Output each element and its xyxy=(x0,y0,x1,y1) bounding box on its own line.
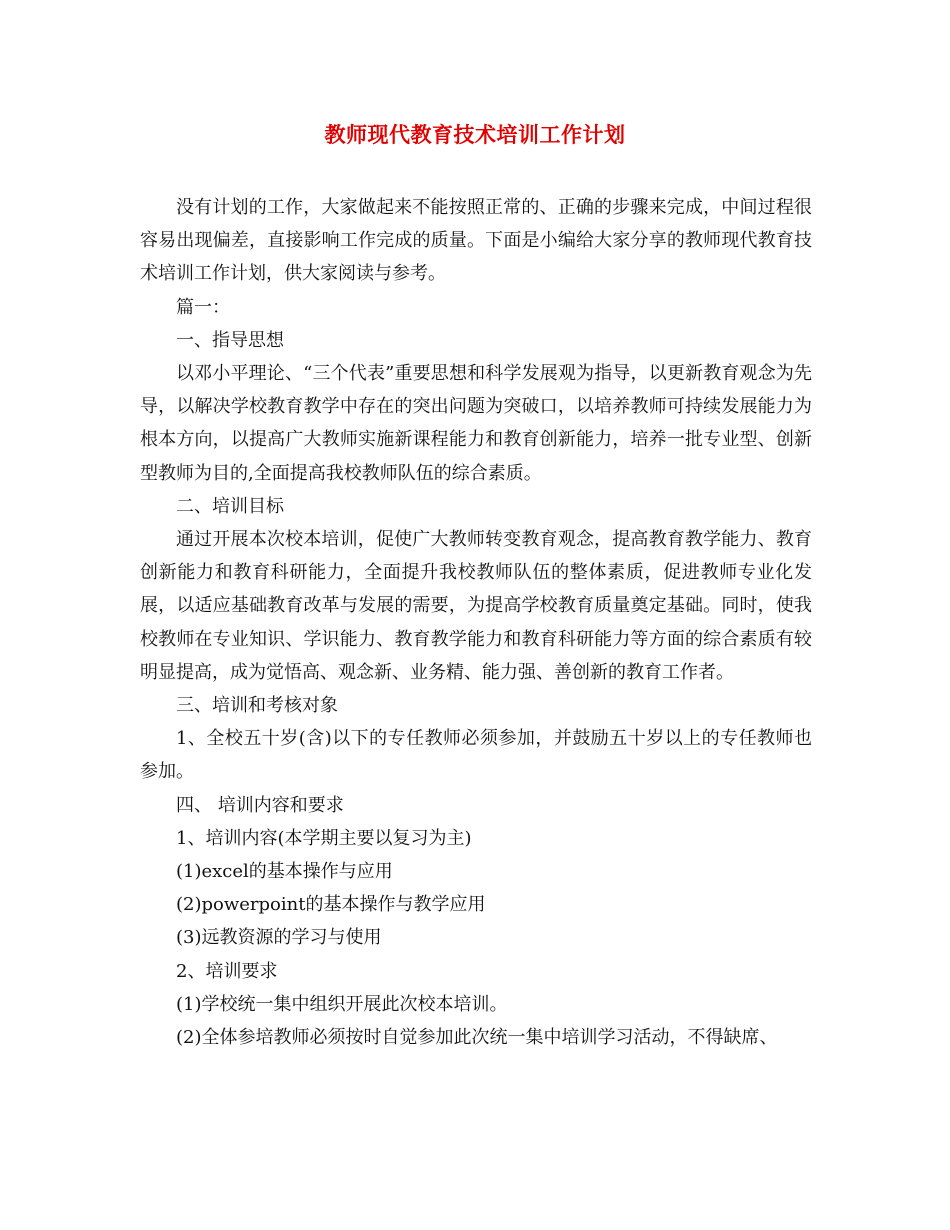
list-item: (2)全体参培教师必须按时自觉参加此次统一集中培训学习活动，不得缺席、 xyxy=(176,1027,778,1049)
list-item: (1)学校统一集中组织开展此次校本培训。 xyxy=(176,993,508,1015)
document-body xyxy=(140,191,812,1054)
list-item: (2)powerpoint的基本操作与教学应用 xyxy=(176,894,486,916)
list-item: (3)远教资源的学习与使用 xyxy=(176,927,382,949)
part-label: 篇一： xyxy=(176,296,230,318)
list-item: (1)excel的基本操作与应用 xyxy=(176,861,393,883)
section-heading-content-requirements: 四、 培训内容和要求 xyxy=(176,794,344,816)
section-heading-training-goals: 二、培训目标 xyxy=(176,495,284,517)
training-goals-paragraph: 通过开展本次校本培训，促使广大教师转变教育观念，提高教育教学能力、教育创新能力和教育科研能力，全面提升我校教师队伍的整体素质，促进教师专业化发展，以适应基础教育改革与发展的需要，为提高学校教育质量奠定基础。同时，使我校教师在专业知识、学识能力、教育教学能力和教育科研能力等方面的综合素质有较明显提高，成为觉悟高、观念新、业务精、能力强、善创新的教育工作者。 xyxy=(140,529,812,683)
subsection-training-content: 1、培训内容(本学期主要以复习为主) xyxy=(176,827,472,849)
training-targets-paragraph: 1、全校五十岁(含)以下的专任教师必须参加，并鼓励五十岁以上的专任教师也参加。 xyxy=(140,728,812,783)
guiding-ideology-paragraph: 以邓小平理论、“三个代表”重要思想和科学发展观为指导，以更新教育观念为先导，以解决学校教育教学中存在的突出问题为突破口，以培养教师可持续发展能力为根本方向，以提高广大教师实施新课程能力和教育创新能力，培养一批专业型、创新型教师为目的,全面提高我校教师队伍的综合素质。 xyxy=(140,363,812,484)
document-title: 教师现代教育技术培训工作计划 xyxy=(324,122,626,147)
intro-paragraph: 没有计划的工作，大家做起来不能按照正常的、正确的步骤来完成，中间过程很容易出现偏差，直接影响工作完成的质量。下面是小编给大家分享的教师现代教育技术培训工作计划，供大家阅读与参考。 xyxy=(140,197,812,285)
section-heading-training-targets: 三、培训和考核对象 xyxy=(176,695,338,717)
section-heading-guiding-ideology: 一、指导思想 xyxy=(176,329,284,351)
subsection-training-requirements: 2、培训要求 xyxy=(176,960,278,982)
